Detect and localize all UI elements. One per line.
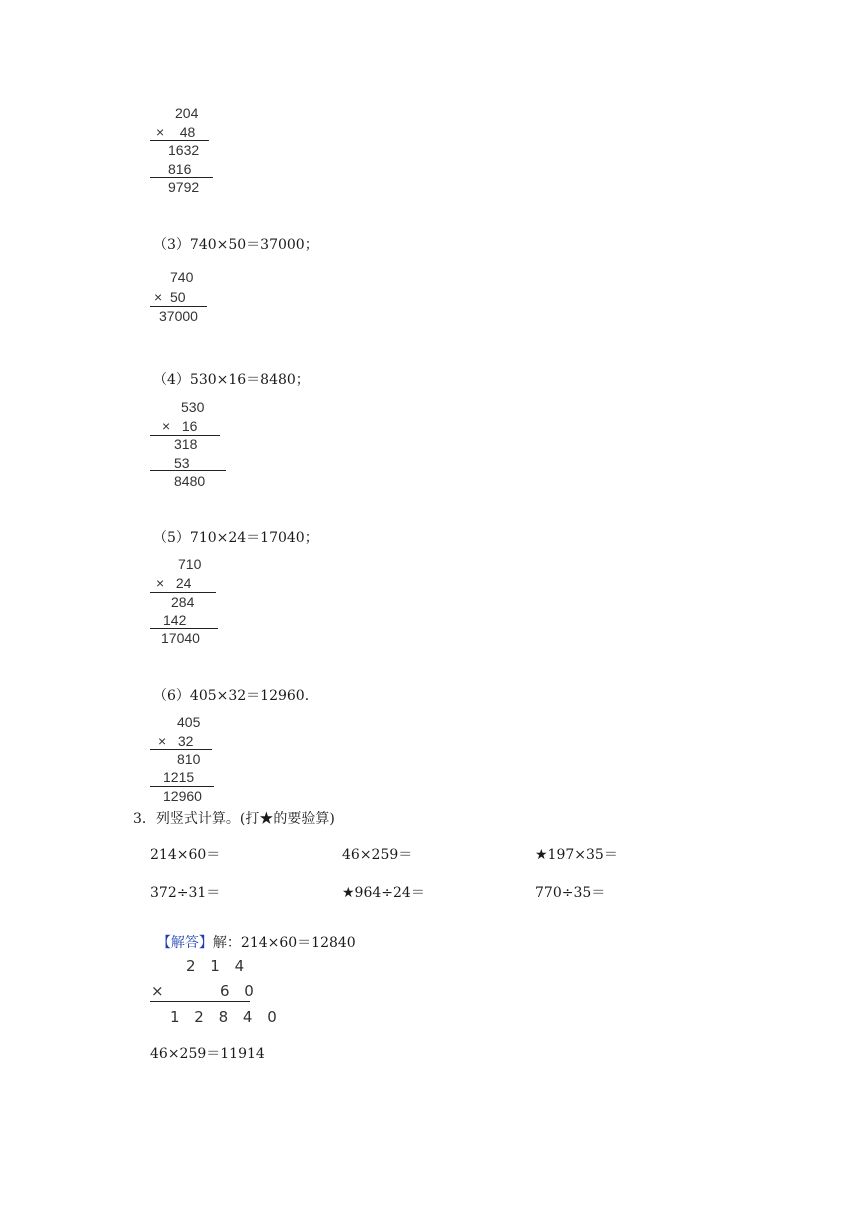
item-6-equation: （6）405×32＝12960． (153, 688, 319, 704)
product: 12960 (163, 788, 202, 804)
partial-product-2: 816 (168, 161, 192, 177)
divider-line (150, 628, 218, 629)
multiplicand: 204 (175, 105, 199, 121)
partial-product-1: 318 (174, 436, 198, 452)
divider-line (150, 592, 216, 593)
next-answer: 46×259＝11914 (150, 1046, 265, 1062)
answer-text: 解：214×60＝12840 (212, 935, 356, 951)
multiplier: × 24 (156, 575, 192, 591)
partial-product-1: 284 (171, 594, 195, 610)
multiplicand: 530 (181, 399, 205, 415)
product: 8480 (174, 473, 206, 489)
problem-3: ★197×35＝ (535, 847, 618, 863)
multiplicand: 405 (177, 714, 201, 730)
divider-line (150, 749, 212, 750)
multiplier: × 16 (162, 418, 198, 434)
multiplier: 6 0 (220, 982, 259, 1000)
product: 37000 (159, 308, 198, 324)
partial-product-2: 142 (163, 612, 187, 628)
answer-line (148, 922, 356, 950)
multiplicand: 2 1 4 (186, 957, 250, 975)
item-5-equation: （5）710×24＝17040； (153, 530, 319, 546)
multiplicand: 710 (178, 556, 202, 572)
product: 1 2 8 4 0 (170, 1008, 282, 1026)
question-3-title: 3．列竖式计算。(打★的要验算) (133, 811, 335, 827)
partial-product-1: 1632 (168, 142, 200, 158)
problem-5: ★964÷24＝ (342, 885, 425, 901)
partial-product-1: 810 (177, 751, 201, 767)
divider-line (150, 470, 226, 471)
multiplier: × 32 (158, 733, 194, 749)
product: 9792 (168, 179, 200, 195)
divider-line (150, 177, 213, 178)
problem-1: 214×60＝ (150, 847, 221, 863)
problem-6: 770÷35＝ (535, 885, 606, 901)
multiplicand: 740 (170, 269, 194, 285)
product: 17040 (161, 630, 200, 646)
multiplier: × 50 (154, 289, 186, 305)
answer-tag: 【解答】 (156, 935, 213, 951)
partial-product-2: 1215 (163, 769, 195, 785)
divider-line (150, 140, 209, 141)
divider-line (150, 786, 214, 787)
item-3-equation: （3）740×50＝37000； (153, 237, 319, 253)
partial-product-2: 53 (174, 455, 190, 471)
divider-line (150, 306, 207, 307)
problem-2: 46×259＝ (342, 847, 413, 863)
divider-line (150, 1001, 250, 1002)
item-4-equation: （4）530×16＝8480； (153, 372, 310, 388)
multiplier: × 48 (156, 124, 196, 140)
problem-4: 372÷31＝ (150, 885, 221, 901)
times-sign: × (151, 982, 169, 1000)
